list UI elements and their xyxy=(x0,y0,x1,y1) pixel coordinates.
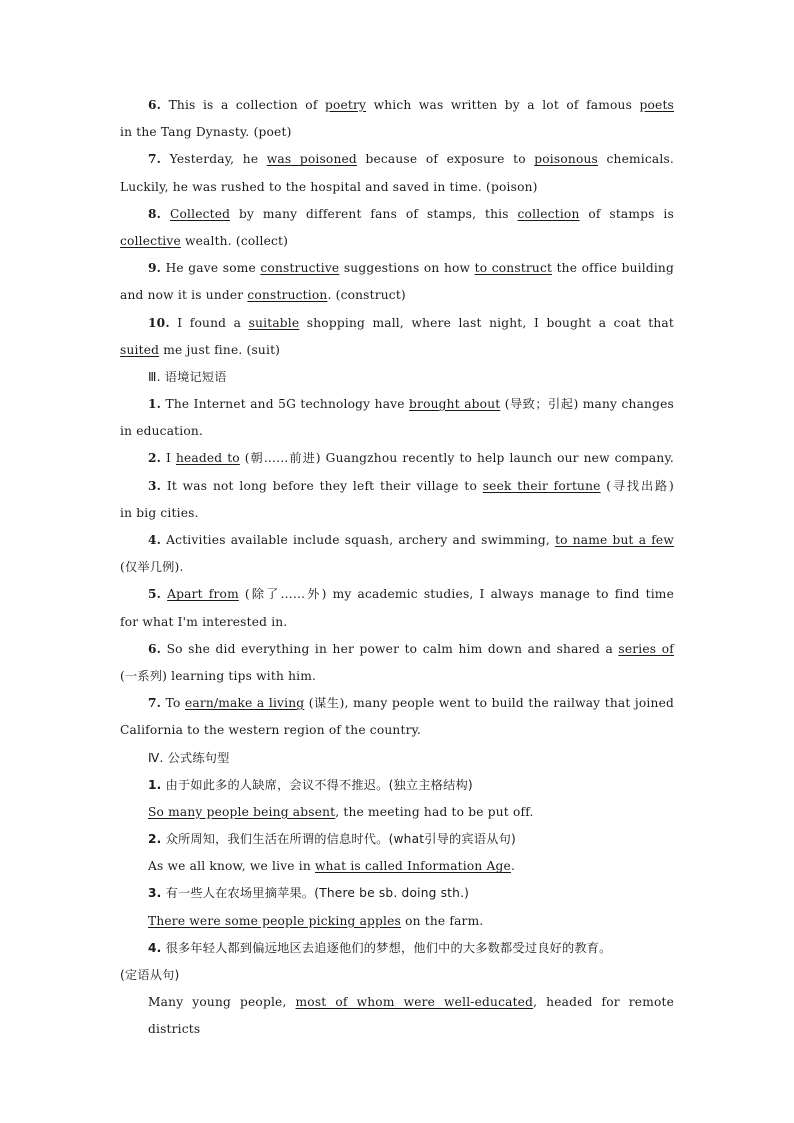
s4-item-3-question: 3. 有一些人在农场里摘苹果。(There be sb. doing sth.) xyxy=(148,886,470,901)
section-4-title: Ⅳ. 公式练句型 xyxy=(148,750,230,765)
answer: headed to xyxy=(175,451,240,466)
item-9-line-2: and now it is under construction. (construct) xyxy=(120,288,406,303)
s4-item-2-answer: As we all know, we live in what is called Information Age. xyxy=(148,859,516,874)
answer: poetry xyxy=(324,98,367,112)
answer: poets xyxy=(639,98,675,112)
s4-item-2-question: 2. 众所周知，我们生活在所谓的信息时代。(what引导的宾语从句) xyxy=(148,832,516,847)
s4-item-4-question-line-2: (定语从句) xyxy=(120,968,180,982)
s3-item-4-line-2: (仅举几例). xyxy=(120,560,184,575)
answer: Collected xyxy=(169,206,231,221)
answer: collective xyxy=(120,233,181,248)
s3-item-1-line-2: in education. xyxy=(120,424,204,439)
answer: most of whom were well-educated xyxy=(295,995,534,1010)
s3-item-2-line-1: 2. I headed to (朝……前进) Guangzhou recently to help launch our new company. xyxy=(148,451,674,466)
s4-item-4-answer: Many young people, most of whom were well-educated, headed for remote districts xyxy=(148,995,675,1037)
item-9-line-1: 9. He gave some constructive suggestions on how to construct the office building xyxy=(148,261,674,276)
answer: So many people being absent xyxy=(148,804,336,819)
s4-item-1-answer: So many people being absent, the meeting had to be put off. xyxy=(148,804,534,819)
s4-item-1-question: 1. 由于如此多的人缺席，会议不得不推迟。(独立主格结构) xyxy=(148,777,473,792)
answer: construction xyxy=(247,288,328,303)
s3-item-4-line-1: 4. Activities available include squash, archery and swimming, to name but a few xyxy=(148,533,674,547)
s3-item-7-line-2: California to the western region of the country. xyxy=(120,723,422,738)
item-6-line-2: in the Tang Dynasty. (poet) xyxy=(120,125,292,140)
item-6-line-1: 6. This is a collection of poetry which was written by a lot of famous poets xyxy=(148,98,675,112)
s3-item-1-line-1: 1. The Internet and 5G technology have brought about (导致；引起) many changes xyxy=(148,397,674,412)
s3-item-6-line-2: (一系列) learning tips with him. xyxy=(120,668,317,683)
item-8-line-2: collective wealth. (collect) xyxy=(120,233,289,248)
s3-item-6-line-1: 6. So she did everything in her power to calm him down and shared a series of xyxy=(148,641,674,656)
answer: what is called Information Age xyxy=(315,859,511,874)
s4-item-4-question: 4. 很多年轻人都到偏远地区去追逐他们的梦想，他们中的大多数都受过良好的教育。 xyxy=(148,940,612,955)
answer: constructive xyxy=(260,261,340,276)
answer: There were some people picking apples xyxy=(148,913,402,928)
answer: seek their fortune xyxy=(482,478,601,493)
s3-item-7-line-1: 7. To earn/make a living (谋生), many people went to build the railway that joined xyxy=(148,696,674,711)
answer: poisonous xyxy=(534,152,598,167)
answer: to name but a few xyxy=(555,533,674,547)
answer: collection xyxy=(517,206,580,221)
answer: suitable xyxy=(248,315,300,330)
item-10-line-1: 10. I found a suitable shopping mall, where last night, I bought a coat that xyxy=(148,315,674,330)
answer: Apart from xyxy=(167,587,239,602)
item-10-line-2: suited me just fine. (suit) xyxy=(120,342,281,357)
item-7-line-2: Luckily, he was rushed to the hospital and saved in time. (poison) xyxy=(120,179,538,194)
answer: brought about xyxy=(409,397,501,412)
s4-item-3-answer: There were some people picking apples on the farm. xyxy=(148,913,484,928)
answer: to construct xyxy=(474,261,553,276)
s3-item-3-line-1: 3. It was not long before they left their village to seek their fortune (寻找出路) xyxy=(148,478,674,493)
answer: earn/make a living xyxy=(184,696,305,711)
answer: series of xyxy=(618,641,674,656)
answer: suited xyxy=(120,342,160,357)
worksheet-page xyxy=(120,92,675,1037)
item-7-line-1: 7. Yesterday, he was poisoned because of exposure to poisonous chemicals. xyxy=(148,152,674,167)
answer: was poisoned xyxy=(266,152,357,167)
s3-item-3-line-2: in big cities. xyxy=(120,505,199,520)
s3-item-5-line-1: 5. Apart from (除了……外) my academic studies, I always manage to find time xyxy=(148,587,674,602)
s3-item-5-line-2: for what I'm interested in. xyxy=(120,614,288,629)
item-8-line-1: 8. Collected by many different fans of stamps, this collection of stamps is xyxy=(148,206,674,221)
section-3-title: Ⅲ. 语境记短语 xyxy=(148,369,227,384)
